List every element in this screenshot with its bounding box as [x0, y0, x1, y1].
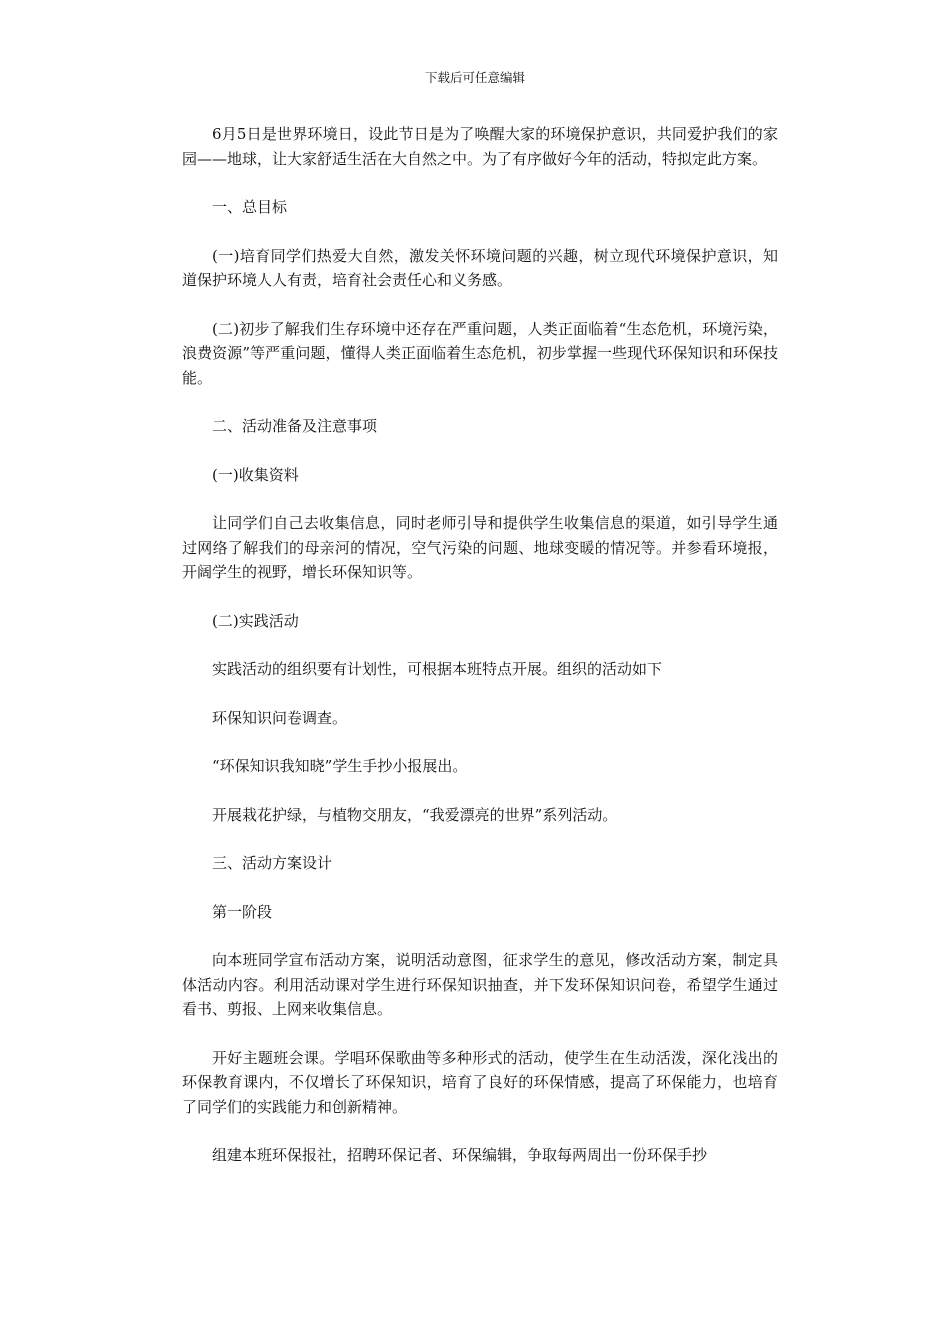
document-body — [182, 122, 778, 1192]
heading-plan-design: 三、活动方案设计 — [212, 854, 333, 872]
subheading-stage-one: 第一阶段 — [212, 902, 273, 921]
paragraph-class-meeting: 开好主题班会课。学唱环保歌曲等多种形式的活动，使学生在生动活泼，深化浅出的环保教育课内，不仅增长了环保知识，培育了良好的环保情感，提高了环保能力，也培育了同学们的实践能力和创新精神。 — [182, 1048, 778, 1116]
paragraph-practice-intro: 实践活动的组织要有计划性，可根据本班特点开展。组织的活动如下 — [212, 660, 663, 678]
paragraph-activity-survey: 环保知识问卷调查。 — [212, 708, 348, 727]
paragraph-collect-materials: 让同学们自己去收集信息，同时老师引导和提供学生收集信息的渠道，如引导学生通过网络了解我们的母亲河的情况，空气污染的问题、地球变暖的情况等。并参看环境报，开阔学生的视野，增长环保知识等。 — [182, 514, 778, 581]
paragraph-intro: 6月5日是世界环境日，设此节日是为了唤醒大家的环境保护意识，共同爱护我们的家园——地球，让大家舒适生活在大自然之中。为了有序做好今年的活动，特拟定此方案。 — [182, 125, 778, 168]
paragraph-goal-2: (二)初步了解我们生存环境中还存在严重问题，人类正面临着“生态危机，环境污染，浪费资源”等严重问题，懂得人类正面临着生态危机，初步掌握一些现代环保知识和环保技能。 — [182, 319, 778, 387]
header-note: 下载后可任意编辑 — [424, 70, 525, 85]
paragraph-activity-planting: 开展栽花护绿，与植物交朋友，“我爱漂亮的世界”系列活动。 — [212, 805, 618, 824]
paragraph-stage-one-plan: 向本班同学宣布活动方案，说明活动意图，征求学生的意见，修改活动方案，制定具体活动内容。利用活动课对学生进行环保知识抽查，并下发环保知识问卷，希望学生通过看书、剪报、上网来收集信息。 — [182, 951, 778, 1018]
subheading-practice-activities: (二)实践活动 — [212, 611, 299, 630]
heading-preparation: 二、活动准备及注意事项 — [212, 417, 378, 435]
heading-overall-goal: 一、总目标 — [212, 198, 288, 216]
subheading-collect-materials: (一)收集资料 — [212, 465, 299, 484]
paragraph-activity-newspaper: “环保知识我知晓”学生手抄小报展出。 — [212, 757, 468, 775]
paragraph-newspaper-club: 组建本班环保报社，招聘环保记者、环保编辑，争取每两周出一份环保手抄 — [212, 1146, 708, 1164]
paragraph-goal-1: (一)培育同学们热爱大自然，激发关怀环境问题的兴趣，树立现代环境保护意识，知道保护环境人人有责，培育社会责任心和义务感。 — [182, 246, 778, 289]
